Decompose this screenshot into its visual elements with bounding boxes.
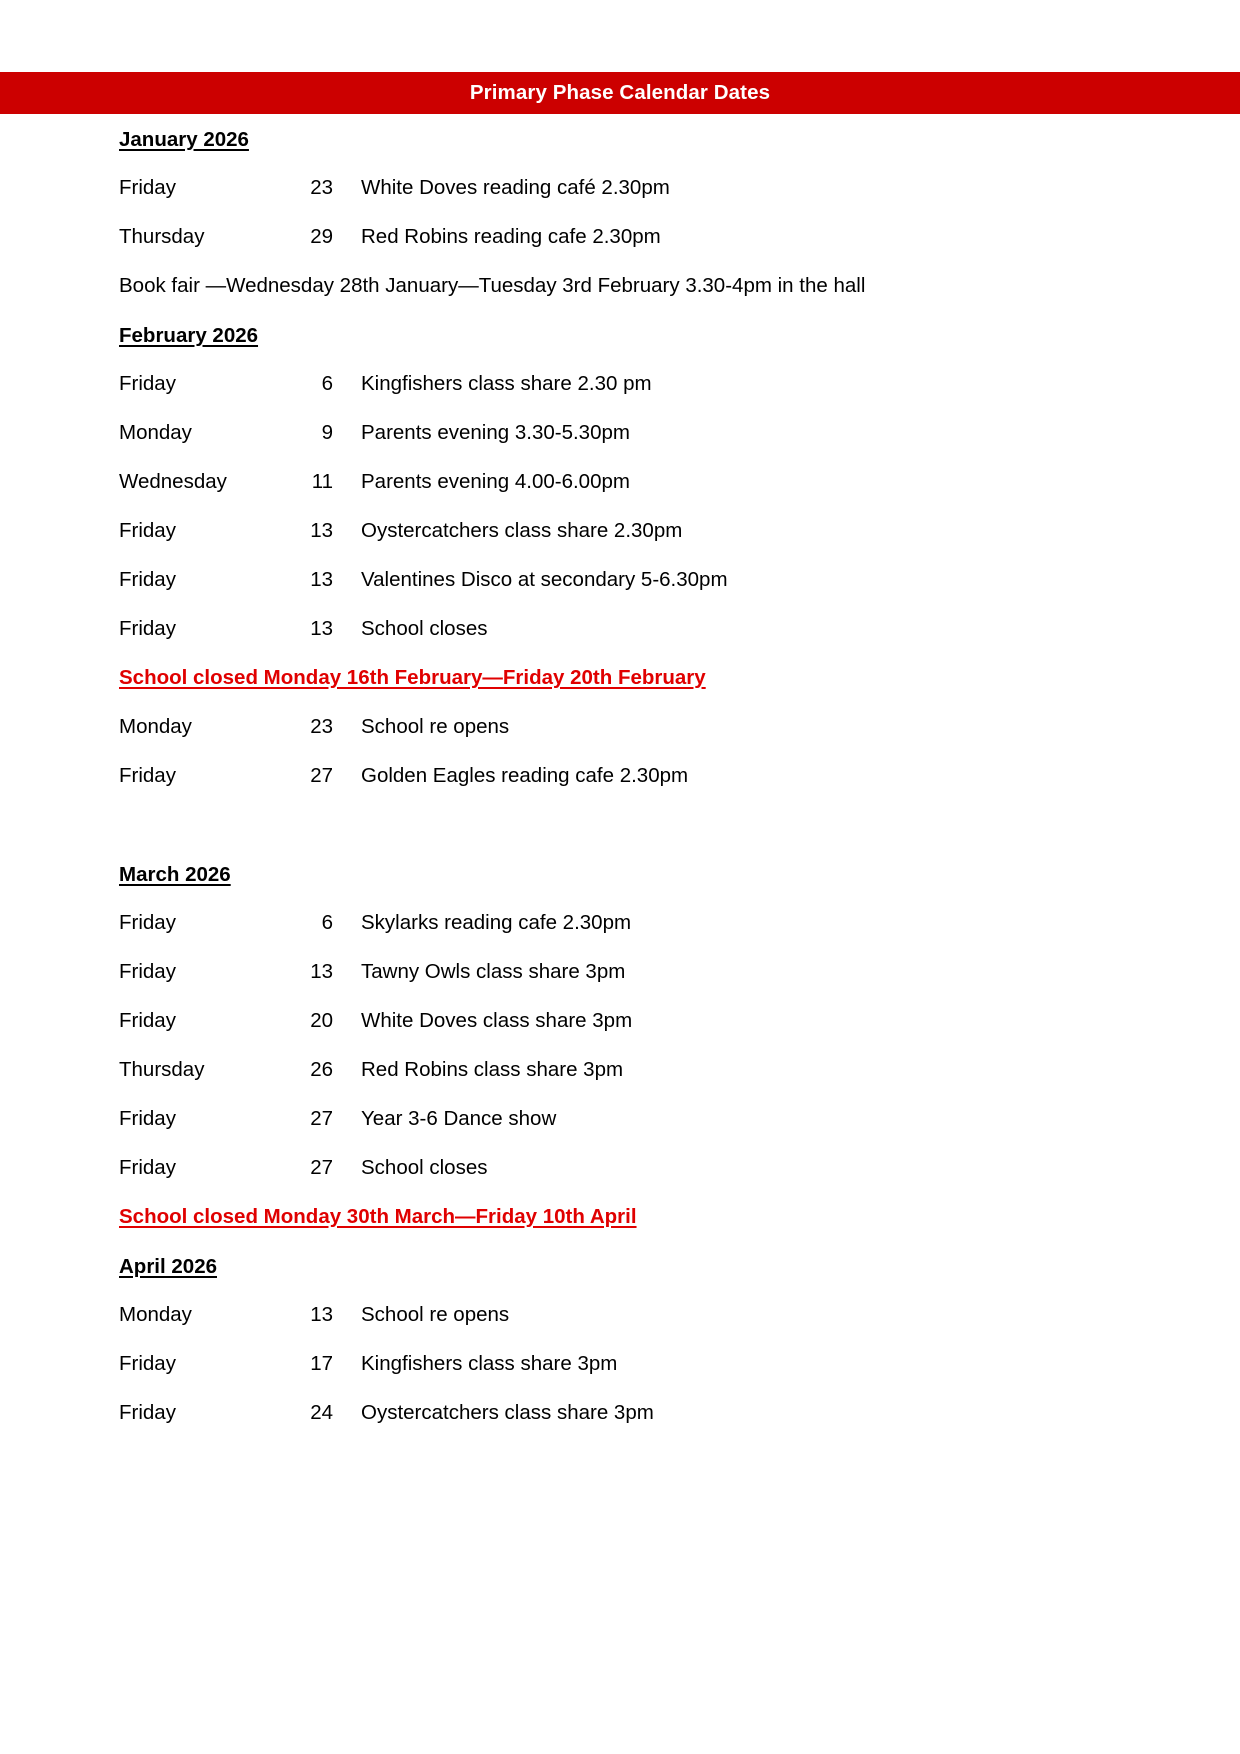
event-date: 13 <box>310 1303 333 1326</box>
event-day: Friday <box>119 519 176 542</box>
event-day: Friday <box>119 176 176 199</box>
calendar-event-row <box>119 517 1119 566</box>
calendar-event-row <box>119 713 1119 762</box>
event-day: Friday <box>119 911 176 934</box>
school-closure-notice <box>119 664 1119 713</box>
calendar-event-row <box>119 468 1119 517</box>
section-spacer <box>119 811 1119 860</box>
event-day: Friday <box>119 1009 176 1032</box>
calendar-event-row <box>119 1350 1119 1399</box>
page-title: Primary Phase Calendar Dates <box>469 80 771 104</box>
event-date: 13 <box>310 568 333 591</box>
calendar-event-row <box>119 615 1119 664</box>
month-heading-february-2026: February 2026 <box>119 324 259 347</box>
event-date: 13 <box>310 960 333 983</box>
month-heading-january-2026: January 2026 <box>119 128 249 151</box>
calendar-event-row <box>119 1056 1119 1105</box>
calendar-note-row: Book fair —Wednesday 28th January—Tuesday 3rd February 3.30-4pm in the hall <box>119 274 866 297</box>
event-date: 23 <box>310 176 333 199</box>
event-date: 11 <box>311 470 333 493</box>
event-description: Kingfishers class share 3pm <box>361 1352 618 1375</box>
event-date: 17 <box>310 1352 333 1375</box>
event-date: 26 <box>310 1058 333 1081</box>
school-closure-notice <box>119 1203 1119 1252</box>
event-day: Friday <box>119 1107 176 1130</box>
event-date: 29 <box>310 225 333 248</box>
calendar-event-row <box>119 1105 1119 1154</box>
event-day: Monday <box>119 715 192 738</box>
event-day: Friday <box>119 568 176 591</box>
event-date: 27 <box>310 1107 333 1130</box>
event-day: Friday <box>119 372 176 395</box>
calendar-event-row <box>119 909 1119 958</box>
event-description: Kingfishers class share 2.30 pm <box>361 372 652 395</box>
event-date: 24 <box>310 1401 333 1424</box>
event-date: 9 <box>321 421 333 444</box>
event-description: School closes <box>361 1156 488 1179</box>
calendar-event-row <box>119 762 1119 811</box>
event-description: Red Robins class share 3pm <box>361 1058 624 1081</box>
event-day: Friday <box>119 1352 176 1375</box>
month-heading-april-2026: April 2026 <box>119 1255 217 1278</box>
event-description: School closes <box>361 617 488 640</box>
event-description: Parents evening 3.30-5.30pm <box>361 421 630 444</box>
event-day: Wednesday <box>119 470 227 493</box>
event-description: Golden Eagles reading cafe 2.30pm <box>361 764 689 787</box>
calendar-event-row <box>119 958 1119 1007</box>
page-banner <box>0 72 1240 114</box>
calendar-event-row <box>119 174 1119 223</box>
event-date: 27 <box>310 1156 333 1179</box>
event-description: Red Robins reading cafe 2.30pm <box>361 225 661 248</box>
event-description: Valentines Disco at secondary 5-6.30pm <box>361 568 728 591</box>
event-description: Tawny Owls class share 3pm <box>361 960 626 983</box>
event-description: School re opens <box>361 715 510 738</box>
event-day: Friday <box>119 960 176 983</box>
event-description: Oystercatchers class share 2.30pm <box>361 519 683 542</box>
event-day: Thursday <box>119 225 205 248</box>
calendar-event-row <box>119 1301 1119 1350</box>
calendar-event-row <box>119 1154 1119 1203</box>
event-day: Thursday <box>119 1058 205 1081</box>
event-date: 23 <box>310 715 333 738</box>
event-day: Friday <box>119 1156 176 1179</box>
event-description: White Doves class share 3pm <box>361 1009 633 1032</box>
event-description: Year 3-6 Dance show <box>361 1107 557 1130</box>
month-heading-march-2026: March 2026 <box>119 863 231 886</box>
event-day: Friday <box>119 764 176 787</box>
event-description: Oystercatchers class share 3pm <box>361 1401 654 1424</box>
event-date: 6 <box>321 372 333 395</box>
calendar-event-row <box>119 370 1119 419</box>
calendar-event-row <box>119 566 1119 615</box>
calendar-event-row <box>119 419 1119 468</box>
school-closure-notice-text: School closed Monday 16th February—Friday 20th February <box>119 666 706 689</box>
calendar-event-row <box>119 223 1119 272</box>
event-day: Monday <box>119 421 192 444</box>
event-date: 20 <box>310 1009 333 1032</box>
event-date: 6 <box>321 911 333 934</box>
calendar-event-row <box>119 1007 1119 1056</box>
event-description: Skylarks reading cafe 2.30pm <box>361 911 632 934</box>
event-date: 27 <box>310 764 333 787</box>
event-description: School re opens <box>361 1303 510 1326</box>
event-date: 13 <box>310 519 333 542</box>
event-day: Monday <box>119 1303 192 1326</box>
event-day: Friday <box>119 1401 176 1424</box>
calendar-event-row <box>119 1399 1119 1448</box>
calendar-content <box>119 125 1119 1448</box>
event-day: Friday <box>119 617 176 640</box>
event-date: 13 <box>310 617 333 640</box>
event-description: White Doves reading café 2.30pm <box>361 176 670 199</box>
event-description: Parents evening 4.00-6.00pm <box>361 470 630 493</box>
school-closure-notice-text: School closed Monday 30th March—Friday 10th April <box>119 1205 637 1228</box>
